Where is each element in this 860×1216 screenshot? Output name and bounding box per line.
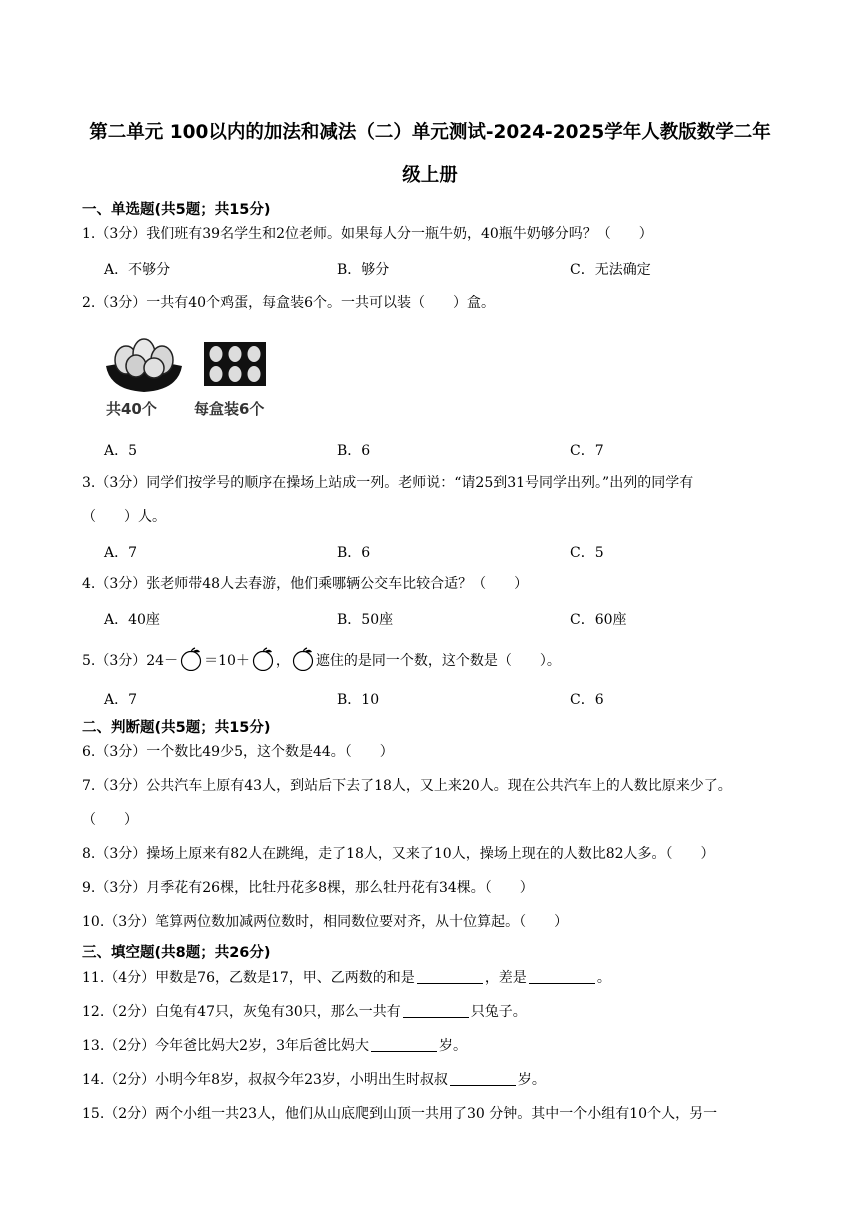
q12-text-part-1: 12.（2分）白兔有47只，灰兔有30只，那么一共有 [82, 1004, 401, 1020]
egg-box-caption: 每盒装6个 [194, 400, 265, 418]
q3-option-b: B．6 [337, 545, 371, 561]
question-14 [82, 1071, 546, 1089]
question-8: 8.（3分）操场上原来有82人在跳绳，走了18人，又来了10人，操场上现在的人数比82人多。（ ） [82, 846, 715, 862]
question-11 [82, 969, 611, 987]
question-12 [82, 1003, 527, 1021]
section-heading-fill-in: 三、填空题(共8题；共26分) [82, 945, 271, 961]
q1-option-c: C．无法确定 [570, 262, 651, 278]
q2-option-a: A．5 [104, 443, 138, 459]
q5-text-part-2: ＝10＋ [204, 653, 250, 669]
question-5 [82, 647, 561, 671]
q5-text-part-4: 遮住的是同一个数，这个数是（ ）。 [315, 653, 561, 669]
question-6: 6.（3分）一个数比49少5，这个数是44。（ ） [82, 744, 394, 760]
section-heading-single-choice: 一、单选题(共5题；共15分) [82, 202, 271, 218]
question-13 [82, 1037, 467, 1055]
apple-icon [250, 647, 276, 671]
q5-option-b: B．10 [337, 692, 380, 708]
question-4: 4.（3分）张老师带48人去春游，他们乘哪辆公交车比较合适？（ ） [82, 576, 529, 592]
q11-text-part-2: ，差是 [484, 970, 527, 986]
egg-box-icon [204, 342, 266, 386]
q14-answer-blank[interactable] [450, 1071, 516, 1086]
question-7-line-2: （ ） [82, 812, 138, 828]
page-title-line-2: 级上册 [402, 165, 458, 186]
q14-text-part-1: 14.（2分）小明今年8岁，叔叔今年23岁，小明出生时叔叔 [82, 1072, 448, 1088]
egg-total-caption: 共40个 [106, 400, 157, 418]
question-3-line-1: 3.（3分）同学们按学号的顺序在操场上站成一列。老师说：“请25到31号同学出列。”出列的同学有 [82, 475, 694, 491]
q4-option-a: A．40座 [104, 612, 160, 628]
question-2: 2.（3分）一共有40个鸡蛋，每盒装6个。一共可以装（ ）盒。 [82, 295, 495, 311]
q14-text-part-2: 岁。 [517, 1072, 546, 1088]
q13-text-part-1: 13.（2分）今年爸比妈大2岁，3年后爸比妈大 [82, 1038, 369, 1054]
q2-option-b: B．6 [337, 443, 371, 459]
q5-text-part-3: ， [275, 653, 290, 669]
question-10: 10.（3分）笔算两位数加减两位数时，相同数位要对齐，从十位算起。（ ） [82, 914, 569, 930]
question-9: 9.（3分）月季花有26棵，比牡丹花多8棵，那么牡丹花有34棵。（ ） [82, 880, 534, 896]
question-1: 1.（3分）我们班有39名学生和2位老师。如果每人分一瓶牛奶，40瓶牛奶够分吗？（ ） [82, 226, 653, 242]
egg-figure [104, 330, 290, 422]
egg-bowl-icon [106, 339, 182, 392]
question-3-line-2: （ ）人。 [82, 509, 166, 525]
q11-answer-blank-difference[interactable] [529, 969, 595, 984]
q11-text-part-1: 11.（4分）甲数是76，乙数是17，甲、乙两数的和是 [82, 970, 415, 986]
q5-option-c: C．6 [570, 692, 604, 708]
q5-option-a: A．7 [104, 692, 138, 708]
q4-option-c: C．60座 [570, 612, 627, 628]
q1-option-b: B．够分 [337, 262, 390, 278]
q3-option-a: A．7 [104, 545, 138, 561]
q1-option-a: A．不够分 [104, 262, 171, 278]
q3-option-c: C．5 [570, 545, 604, 561]
section-heading-true-false: 二、判断题(共5题；共15分) [82, 720, 271, 736]
q4-option-b: B．50座 [337, 612, 394, 628]
q12-text-part-2: 只兔子。 [470, 1004, 527, 1020]
q13-text-part-2: 岁。 [439, 1038, 467, 1054]
page-title-line-1: 第二单元 100以内的加法和减法（二）单元测试-2024-2025学年人教版数学二年 [89, 122, 771, 143]
q5-text-part-1: 5.（3分）24－ [82, 653, 179, 669]
q11-text-part-3: 。 [596, 970, 611, 986]
apple-icon [290, 647, 316, 671]
question-7-line-1: 7.（3分）公共汽车上原有43人，到站后下去了18人，又上来20人。现在公共汽车上的人数比原来少了。 [82, 778, 732, 794]
q13-answer-blank[interactable] [371, 1037, 437, 1052]
q12-answer-blank[interactable] [403, 1003, 469, 1018]
egg-bowl-and-box-illustration [104, 330, 290, 396]
q11-answer-blank-sum[interactable] [417, 969, 483, 984]
q2-option-c: C．7 [570, 443, 604, 459]
apple-icon [178, 647, 204, 671]
question-15: 15.（2分）两个小组一共23人，他们从山底爬到山顶一共用了30 分钟。其中一个小组有10个人，另一 [82, 1106, 718, 1122]
